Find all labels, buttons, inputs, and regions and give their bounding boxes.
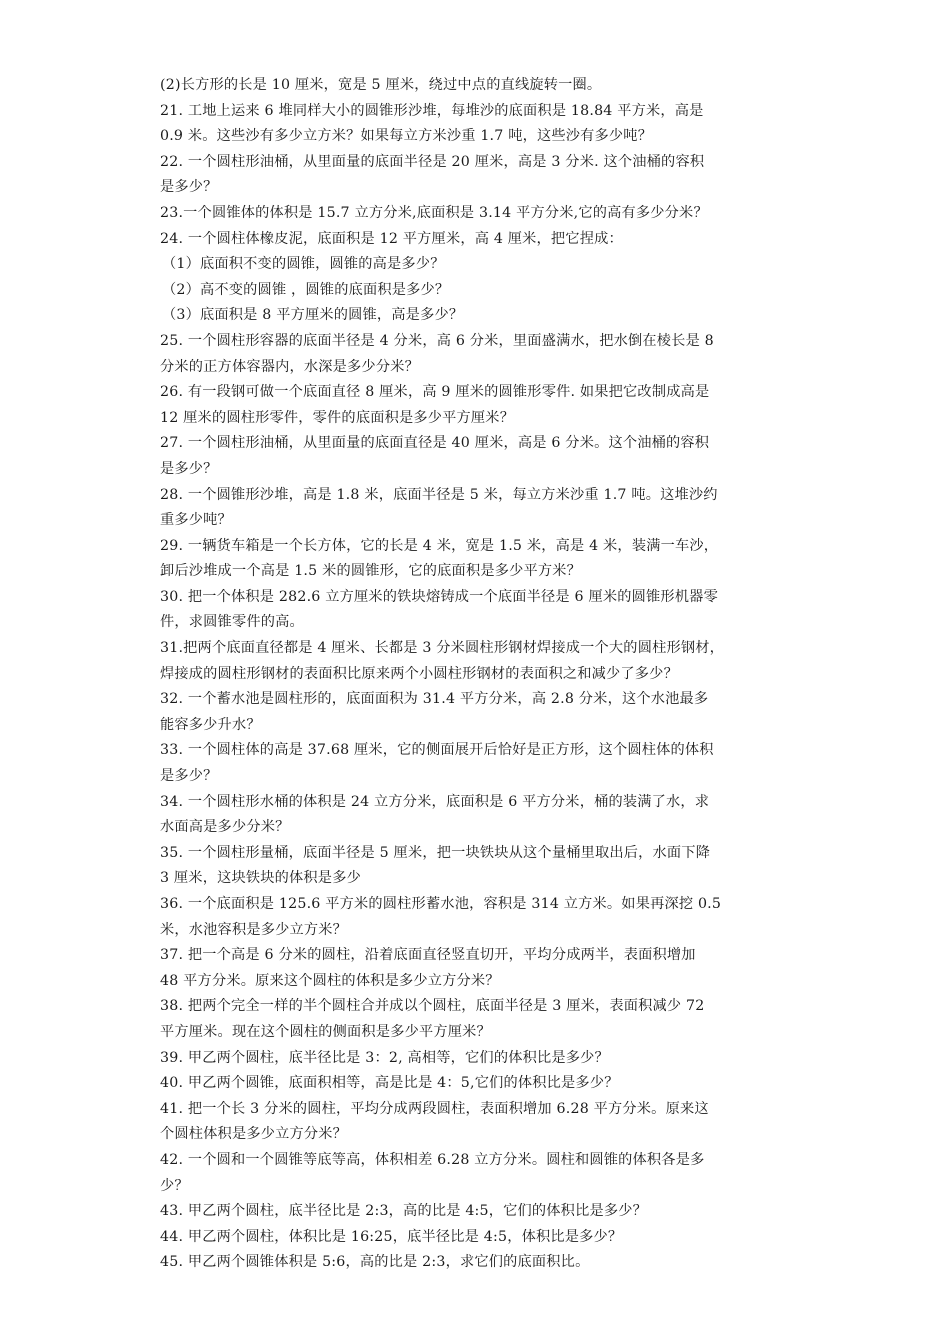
text-line: 41. 把一个长 3 分米的圆柱，平均分成两段圆柱，表面积增加 6.28 平方分米。原来这	[160, 1100, 709, 1117]
text-line: 37. 把一个高是 6 分米的圆柱，沿着底面直径竖直切开，平均分成两半，表面积增加	[160, 947, 696, 964]
text-line: 25. 一个圆柱形容器的底面半径是 4 分米，高 6 分米，里面盛满水，把水倒在棱长是 8	[160, 332, 714, 349]
text-line: 米，水池容积是多少立方米？	[160, 921, 348, 938]
text-line: 29. 一辆货车箱是一个长方体，它的长是 4 米，宽是 1.5 米，高是 4 米，装满一车沙，	[160, 537, 719, 554]
text-line: 35. 一个圆柱形量桶，底面半径是 5 厘米，把一块铁块从这个量桶里取出后，水面下降	[160, 844, 711, 861]
text-line: 是多少？	[160, 179, 218, 196]
text-line: 分米的正方体容器内，水深是多少分米？	[160, 358, 419, 375]
text-line: 28. 一个圆锥形沙堆，高是 1.8 米，底面半径是 5 米，每立方米沙重 1.7 吨。这堆沙约	[160, 486, 718, 503]
text-line: 48 平方分米。原来这个圆柱的体积是多少立方分米？	[160, 972, 500, 989]
text-line: 个圆柱体积是多少立方分米？	[160, 1126, 348, 1143]
text-line: （2）高不变的圆锥 ，圆锥的底面积是多少？	[162, 281, 450, 298]
text-line: 件，求圆锥零件的高。	[160, 614, 304, 631]
text-line: 22. 一个圆柱形油桶，从里面量的底面半径是 20 厘米，高是 3 分米. 这个油桶的容积	[160, 153, 705, 170]
text-line: 26. 有一段钢可做一个底面直径 8 厘米，高 9 厘米的圆锥形零件. 如果把它改制成高是	[160, 384, 710, 401]
text-line: 平方厘米。现在这个圆柱的侧面积是多少平方厘米？	[160, 1023, 491, 1040]
text-line: 焊接成的圆柱形钢材的表面积比原来两个小圆柱形钢材的表面积之和减少了多少？	[160, 665, 678, 682]
problem-list	[160, 73, 810, 1276]
text-line: 0.9 米。这些沙有多少立方米？如果每立方米沙重 1.7 吨，这些沙有多少吨？	[160, 128, 653, 145]
text-line: 39. 甲乙两个圆柱，底半径比是 3：2, 高相等，它们的体积比是多少？	[160, 1049, 609, 1066]
text-line: 30. 把一个体积是 282.6 立方厘米的铁块熔铸成一个底面半径是 6 厘米的圆锥形机器零	[160, 588, 718, 605]
text-line: 32. 一个蓄水池是圆柱形的，底面面积为 31.4 平方分米，高 2.8 分米，这个水池最多	[160, 691, 709, 708]
text-line: (2)长方形的长是 10 厘米，宽是 5 厘米，绕过中点的直线旋转一圈。	[160, 77, 602, 93]
text-line: 45. 甲乙两个圆锥体积是 5:6，高的比是 2:3，求它们的底面积比。	[160, 1254, 590, 1271]
text-line: 12 厘米的圆柱形零件，零件的底面积是多少平方厘米？	[160, 409, 515, 426]
text-line: 是多少？	[160, 768, 218, 785]
text-line: 3 厘米，这块铁块的体积是多少	[160, 870, 361, 887]
text-line: 40. 甲乙两个圆锥，底面积相等，高是比是 4：5,它们的体积比是多少？	[160, 1075, 619, 1092]
text-line: （1）底面积不变的圆锥，圆锥的高是多少？	[162, 256, 445, 273]
text-line: 33. 一个圆柱体的高是 37.68 厘米，它的侧面展开后恰好是正方形，这个圆柱体的体积	[160, 742, 714, 759]
text-line: 水面高是多少分米？	[160, 819, 290, 836]
text-line: 24. 一个圆柱体橡皮泥，底面积是 12 平方厘米，高 4 厘米，把它捏成：	[160, 230, 623, 247]
text-line: 38. 把两个完全一样的半个圆柱合并成以个圆柱，底面半径是 3 厘米，表面积减少 72	[160, 998, 705, 1015]
text-line: 能容多少升水？	[160, 716, 261, 733]
text-line: 42. 一个圆和一个圆锥等底等高，体积相差 6.28 立方分米。圆柱和圆锥的体积各是多	[160, 1151, 705, 1168]
text-line: （3）底面积是 8 平方厘米的圆锥，高是多少？	[162, 307, 464, 324]
text-line: 21. 工地上运来 6 堆同样大小的圆锥形沙堆，每堆沙的底面积是 18.84 平方米，高是	[160, 102, 704, 119]
text-line: 36. 一个底面积是 125.6 平方米的圆柱形蓄水池，容积是 314 立方米。如果再深挖 0.5	[160, 896, 722, 912]
text-line: 31.把两个底面直径都是 4 厘米、长都是 3 分米圆柱形钢材焊接成一个大的圆柱形钢材，	[160, 640, 725, 657]
text-line: 43. 甲乙两个圆柱，底半径比是 2:3，高的比是 4:5，它们的体积比是多少？	[160, 1203, 648, 1220]
text-line: 是多少？	[160, 460, 218, 477]
text-line: 27. 一个圆柱形油桶，从里面量的底面直径是 40 厘米，高是 6 分米。这个油桶的容积	[160, 435, 710, 452]
text-line: 卸后沙堆成一个高是 1.5 米的圆锥形，它的底面积是多少平方米？	[160, 563, 582, 580]
text-line: 重多少吨？	[160, 512, 232, 529]
text-line: 34. 一个圆柱形水桶的体积是 24 立方分米，底面积是 6 平方分米，桶的装满了水，求	[160, 793, 710, 810]
text-line: 23.一个圆锥体的体积是 15.7 立方分米,底面积是 3.14 平方分米,它的高有多少分米？	[160, 204, 708, 221]
text-line: 44. 甲乙两个圆柱，体积比是 16:25，底半径比是 4:5，体积比是多少？	[160, 1228, 623, 1245]
text-line: 少？	[160, 1177, 189, 1194]
